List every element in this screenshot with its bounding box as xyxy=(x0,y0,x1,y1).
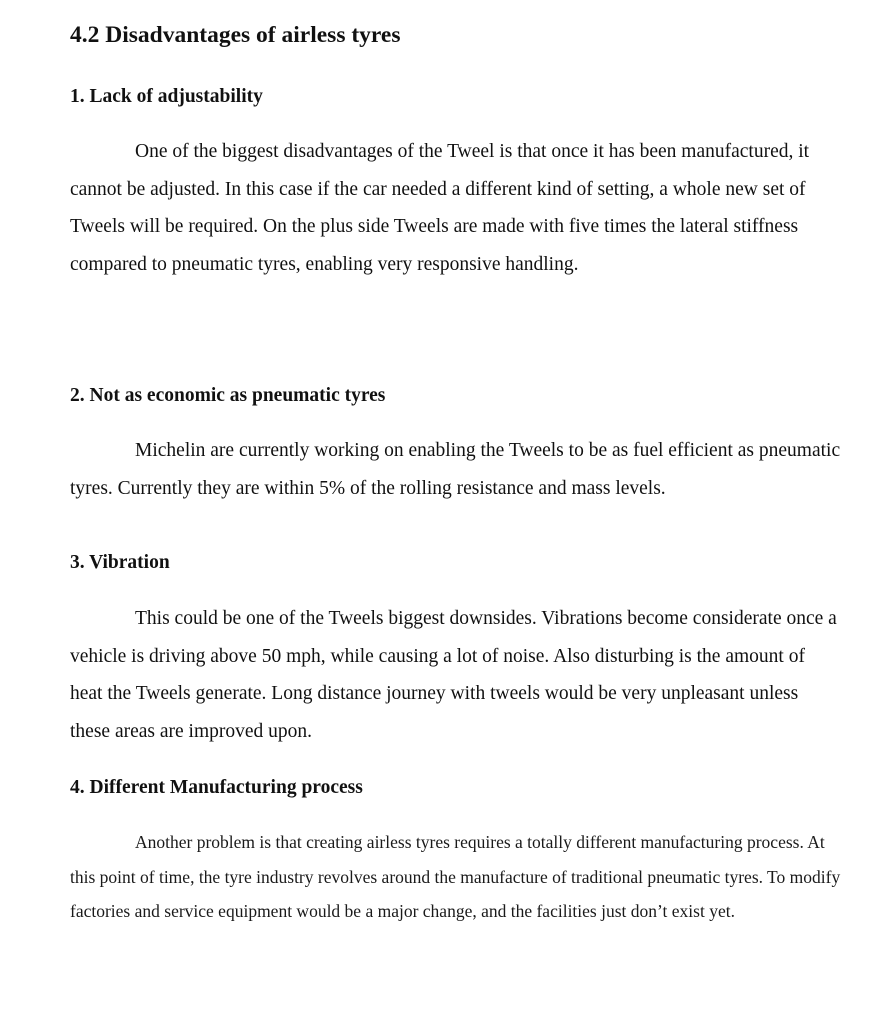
section-heading-not-economic: 2. Not as economic as pneumatic tyres xyxy=(70,385,386,406)
section-body-vibration: This could be one of the Tweels biggest downsides. Vibrations become considerate once a vehicle is driving above 50 mph, while causing a lot of noise. Also disturbing is the amount of heat the Tweels generate. Long distance journey with tweels would be very unpleasant unless these areas are improved upon. xyxy=(70,608,837,742)
section-body-not-economic: Michelin are currently working on enabling the Tweels to be as fuel efficient as pneumatic tyres. Currently they are within 5% of the rolling resistance and mass levels. xyxy=(70,440,841,499)
section-heading-vibration: 3. Vibration xyxy=(70,552,170,573)
page-title: 4.2 Disadvantages of airless tyres xyxy=(70,22,401,48)
section-body-manufacturing-process: Another problem is that creating airless tyres requires a totally different manufacturing process. At this point of time, the tyre industry revolves around the manufacture of traditional pneumatic tyres. To modify factories and service equipment would be a major change, and the facilities just don’t exist yet. xyxy=(70,832,841,921)
section-heading-lack-of-adjustability: 1. Lack of adjustability xyxy=(70,86,263,107)
section-heading-manufacturing-process: 4. Different Manufacturing process xyxy=(70,777,363,798)
section-body-lack-of-adjustability: One of the biggest disadvantages of the Tweel is that once it has been manufactured, it cannot be adjusted. In this case if the car needed a different kind of setting, a whole new set of Tweels will be required. On the plus side Tweels are made with five times the lateral stiffness compared to pneumatic tyres, enabling very responsive handling. xyxy=(70,141,810,275)
